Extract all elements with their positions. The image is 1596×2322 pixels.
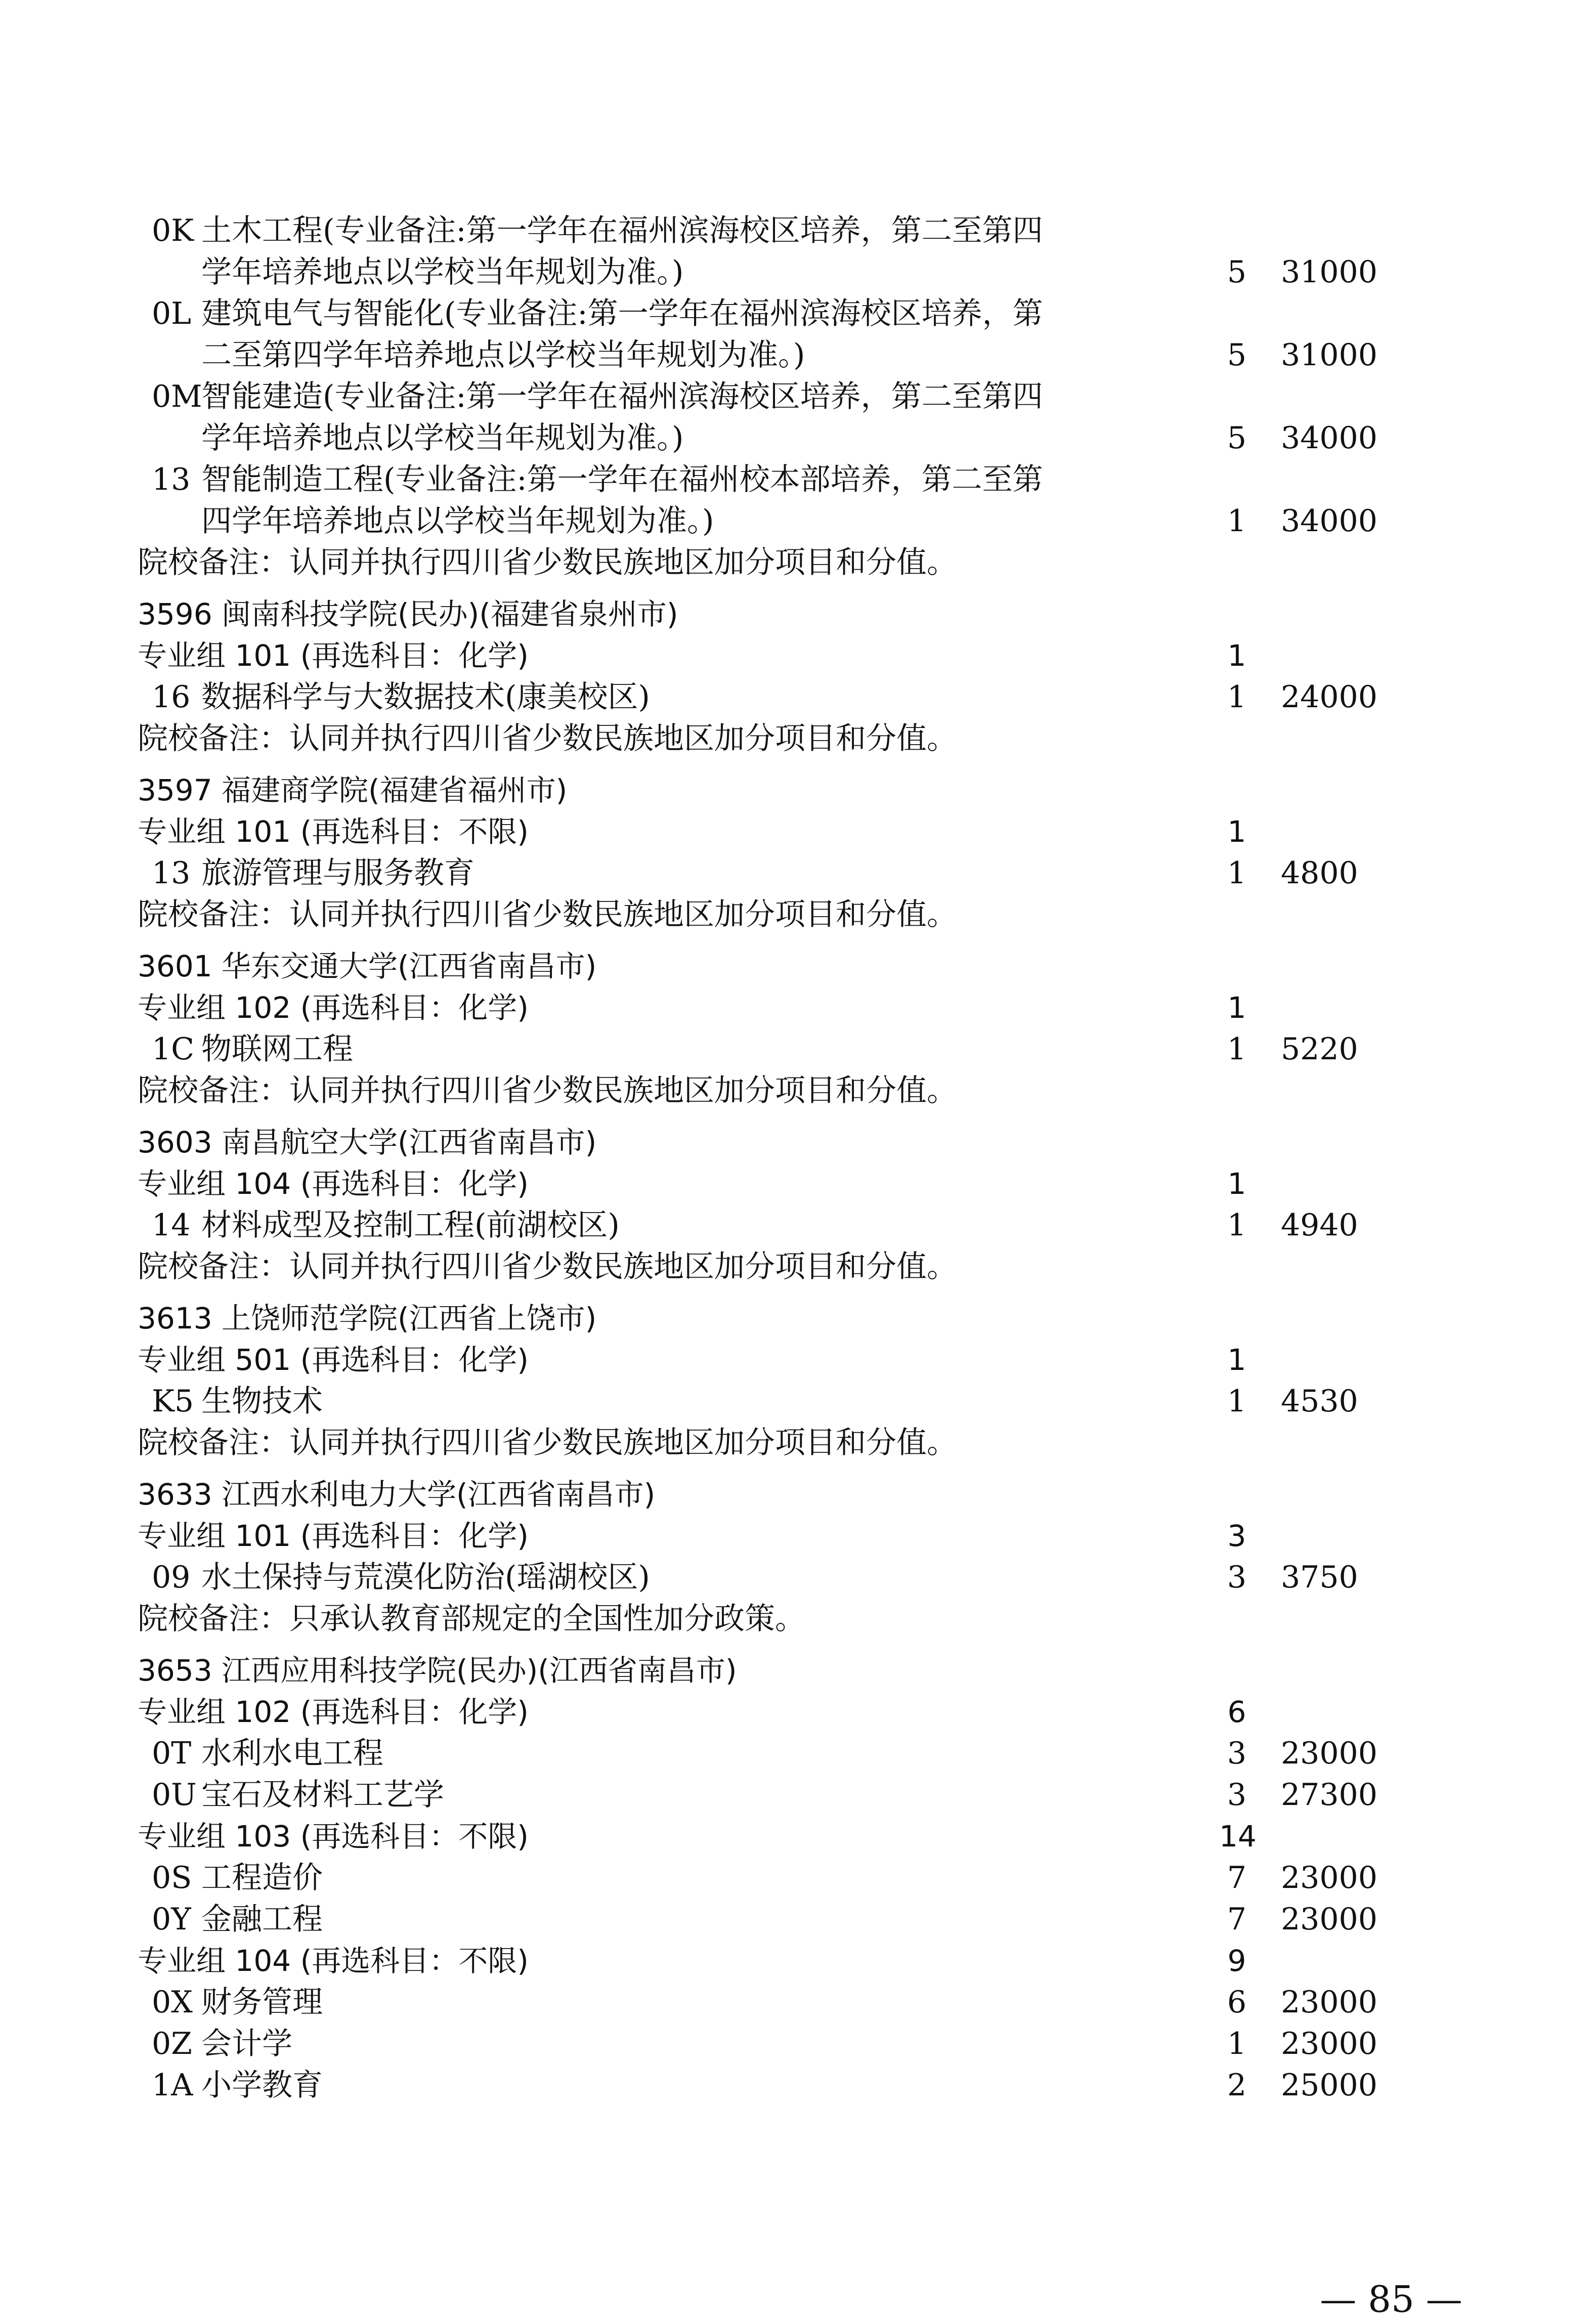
major-group-row xyxy=(0,811,1596,852)
major-group-label: 专业组 501 (再选科目：化学) xyxy=(138,1343,529,1377)
major-group-row xyxy=(0,1940,1596,1982)
school-header xyxy=(0,593,1596,635)
major-name: 旅游管理与服务教育 xyxy=(201,855,475,891)
major-name-continued: 二至第四学年培养地点以学校当年规划为准。) xyxy=(201,337,805,373)
school-note-text: 院校备注：认同并执行四川省少数民族地区加分项目和分值。 xyxy=(138,1425,957,1460)
major-tuition: 23000 xyxy=(1281,1985,1377,2020)
major-code: 1C xyxy=(152,1031,195,1067)
school-name: 3613 上饶师范学院(江西省上饶市) xyxy=(138,1301,597,1336)
major-tuition: 4940 xyxy=(1281,1208,1358,1243)
major-group-row xyxy=(0,635,1596,676)
major-row xyxy=(0,1857,1596,1899)
major-plan-count: 1 xyxy=(1227,2026,1247,2061)
major-tuition: 34000 xyxy=(1281,420,1377,456)
school-name: 3603 南昌航空大学(江西省南昌市) xyxy=(138,1125,597,1159)
major-group-row xyxy=(0,1339,1596,1381)
major-code: 0Z xyxy=(152,2026,192,2061)
major-code: 1A xyxy=(152,2068,193,2103)
school-note xyxy=(0,542,1596,583)
school-header xyxy=(0,1122,1596,1163)
school-note xyxy=(0,1422,1596,1464)
school-note xyxy=(0,718,1596,759)
major-name: 财务管理 xyxy=(201,1985,323,2020)
school-header xyxy=(0,1650,1596,1691)
major-group-row xyxy=(0,987,1596,1028)
school-note xyxy=(0,1070,1596,1111)
major-tuition: 31000 xyxy=(1281,337,1377,373)
major-code: 13 xyxy=(152,855,191,891)
school-name: 3597 福建商学院(福建省福州市) xyxy=(138,773,568,807)
major-group-row xyxy=(0,1691,1596,1733)
major-tuition: 25000 xyxy=(1281,2068,1377,2103)
major-name: 宝石及材料工艺学 xyxy=(201,1777,444,1813)
major-row xyxy=(0,293,1596,334)
major-plan-count: 2 xyxy=(1227,2068,1247,2103)
major-tuition: 5220 xyxy=(1281,1031,1358,1067)
major-name: 建筑电气与智能化(专业备注:第一学年在福州滨海校区培养，第 xyxy=(201,296,1043,331)
major-group-count: 9 xyxy=(1227,1944,1246,1978)
major-name: 小学教育 xyxy=(201,2068,323,2103)
major-group-label: 专业组 102 (再选科目：化学) xyxy=(138,1695,529,1729)
page-number: — 85 — xyxy=(1320,2278,1462,2320)
school-name: 3601 华东交通大学(江西省南昌市) xyxy=(138,949,597,983)
major-code: 0S xyxy=(152,1860,192,1896)
school-note xyxy=(0,1598,1596,1640)
major-group-count: 1 xyxy=(1227,814,1246,849)
major-row xyxy=(0,1205,1596,1246)
major-code: K5 xyxy=(152,1384,194,1419)
major-plan-count: 5 xyxy=(1227,254,1247,290)
major-name-continued: 学年培养地点以学校当年规划为准。) xyxy=(201,420,684,456)
major-row xyxy=(0,2023,1596,2065)
school-note-text: 院校备注：认同并执行四川省少数民族地区加分项目和分值。 xyxy=(138,721,957,756)
major-tuition: 23000 xyxy=(1281,1860,1377,1896)
major-group-row xyxy=(0,1163,1596,1205)
major-tuition: 31000 xyxy=(1281,254,1377,290)
major-row xyxy=(0,1028,1596,1070)
major-group-count: 1 xyxy=(1227,638,1246,673)
major-plan-count: 6 xyxy=(1227,1985,1247,2020)
major-group-label: 专业组 101 (再选科目：化学) xyxy=(138,1519,529,1553)
major-name: 数据科学与大数据技术(康美校区) xyxy=(201,679,650,715)
major-name: 材料成型及控制工程(前湖校区) xyxy=(201,1208,620,1243)
major-row-continued xyxy=(0,500,1596,542)
major-plan-count: 3 xyxy=(1227,1777,1247,1813)
major-name: 水利水电工程 xyxy=(201,1736,383,1771)
major-name: 会计学 xyxy=(201,2026,292,2061)
school-note-text: 院校备注：认同并执行四川省少数民族地区加分项目和分值。 xyxy=(138,897,957,932)
major-row xyxy=(0,1381,1596,1422)
major-group-count: 1 xyxy=(1227,1167,1246,1201)
major-tuition: 23000 xyxy=(1281,1902,1377,1937)
major-group-row xyxy=(0,1515,1596,1557)
major-code: 16 xyxy=(152,679,191,715)
major-plan-count: 3 xyxy=(1227,1560,1247,1595)
major-name: 物联网工程 xyxy=(201,1031,353,1067)
major-name-continued: 四学年培养地点以学校当年规划为准。) xyxy=(201,503,714,539)
school-note-text: 院校备注：只承认教育部规定的全国性加分政策。 xyxy=(138,1601,805,1637)
major-row xyxy=(0,852,1596,894)
major-name: 土木工程(专业备注:第一学年在福州滨海校区培养，第二至第四 xyxy=(201,213,1043,248)
major-row-continued xyxy=(0,334,1596,376)
school-name: 3596 闽南科技学院(民办)(福建省泉州市) xyxy=(138,597,678,631)
major-group-label: 专业组 101 (再选科目：化学) xyxy=(138,638,529,673)
major-row xyxy=(0,1899,1596,1940)
school-note xyxy=(0,1246,1596,1287)
major-tuition: 23000 xyxy=(1281,2026,1377,2061)
major-tuition: 34000 xyxy=(1281,503,1377,539)
school-name: 3653 江西应用科技学院(民办)(江西省南昌市) xyxy=(138,1653,737,1688)
major-code: 13 xyxy=(152,462,191,497)
major-plan-count: 7 xyxy=(1227,1860,1247,1896)
major-plan-count: 7 xyxy=(1227,1902,1247,1937)
school-header xyxy=(0,945,1596,987)
major-row xyxy=(0,210,1596,251)
major-name: 生物技术 xyxy=(201,1384,323,1419)
school-note-text: 院校备注：认同并执行四川省少数民族地区加分项目和分值。 xyxy=(138,1249,957,1284)
major-plan-count: 1 xyxy=(1227,679,1247,715)
major-plan-count: 1 xyxy=(1227,1031,1247,1067)
major-plan-count: 1 xyxy=(1227,503,1247,539)
major-code: 0T xyxy=(152,1736,192,1771)
major-group-count: 1 xyxy=(1227,1343,1246,1377)
school-note xyxy=(0,894,1596,935)
major-tuition: 4530 xyxy=(1281,1384,1358,1419)
major-name: 水土保持与荒漠化防治(瑶湖校区) xyxy=(201,1560,650,1595)
major-row xyxy=(0,2065,1596,2106)
major-plan-count: 5 xyxy=(1227,337,1247,373)
major-name: 工程造价 xyxy=(201,1860,323,1896)
major-code: 09 xyxy=(152,1560,191,1595)
major-group-label: 专业组 104 (再选科目：不限) xyxy=(138,1944,529,1978)
major-code: 0M xyxy=(152,379,202,414)
major-name: 金融工程 xyxy=(201,1902,323,1937)
major-group-count: 14 xyxy=(1219,1819,1257,1854)
major-tuition: 27300 xyxy=(1281,1777,1377,1813)
major-code: 0Y xyxy=(152,1902,191,1937)
school-note-text: 院校备注：认同并执行四川省少数民族地区加分项目和分值。 xyxy=(138,545,957,580)
major-code: 0X xyxy=(152,1985,193,2020)
major-group-count: 6 xyxy=(1227,1695,1246,1729)
major-tuition: 23000 xyxy=(1281,1736,1377,1771)
major-code: 14 xyxy=(152,1208,191,1243)
school-note-text: 院校备注：认同并执行四川省少数民族地区加分项目和分值。 xyxy=(138,1073,957,1108)
major-row xyxy=(0,1733,1596,1774)
major-code: 0K xyxy=(152,213,194,248)
major-plan-count: 3 xyxy=(1227,1736,1247,1771)
major-plan-count: 1 xyxy=(1227,855,1247,891)
major-plan-count: 1 xyxy=(1227,1384,1247,1419)
major-code: 0L xyxy=(152,296,192,331)
major-group-row xyxy=(0,1816,1596,1857)
major-row-continued xyxy=(0,417,1596,459)
major-plan-count: 5 xyxy=(1227,420,1247,456)
major-name: 智能制造工程(专业备注:第一学年在福州校本部培养，第二至第 xyxy=(201,462,1043,497)
major-plan-count: 1 xyxy=(1227,1208,1247,1243)
major-group-count: 1 xyxy=(1227,991,1246,1025)
major-group-label: 专业组 103 (再选科目：不限) xyxy=(138,1819,529,1854)
school-header xyxy=(0,769,1596,811)
major-row xyxy=(0,676,1596,718)
major-tuition: 4800 xyxy=(1281,855,1358,891)
major-group-label: 专业组 102 (再选科目：化学) xyxy=(138,991,529,1025)
major-row-continued xyxy=(0,251,1596,293)
major-row xyxy=(0,1982,1596,2023)
major-row xyxy=(0,1774,1596,1816)
major-row xyxy=(0,376,1596,417)
major-row xyxy=(0,459,1596,500)
school-header xyxy=(0,1298,1596,1339)
major-tuition: 24000 xyxy=(1281,679,1377,715)
major-name-continued: 学年培养地点以学校当年规划为准。) xyxy=(201,254,684,290)
school-name: 3633 江西水利电力大学(江西省南昌市) xyxy=(138,1477,656,1512)
major-name: 智能建造(专业备注:第一学年在福州滨海校区培养，第二至第四 xyxy=(201,379,1043,414)
major-group-count: 3 xyxy=(1227,1519,1246,1553)
major-group-label: 专业组 101 (再选科目：不限) xyxy=(138,814,529,849)
major-code: 0U xyxy=(152,1777,197,1813)
school-header xyxy=(0,1474,1596,1515)
major-row xyxy=(0,1557,1596,1598)
major-group-label: 专业组 104 (再选科目：化学) xyxy=(138,1167,529,1201)
major-tuition: 3750 xyxy=(1281,1560,1358,1595)
